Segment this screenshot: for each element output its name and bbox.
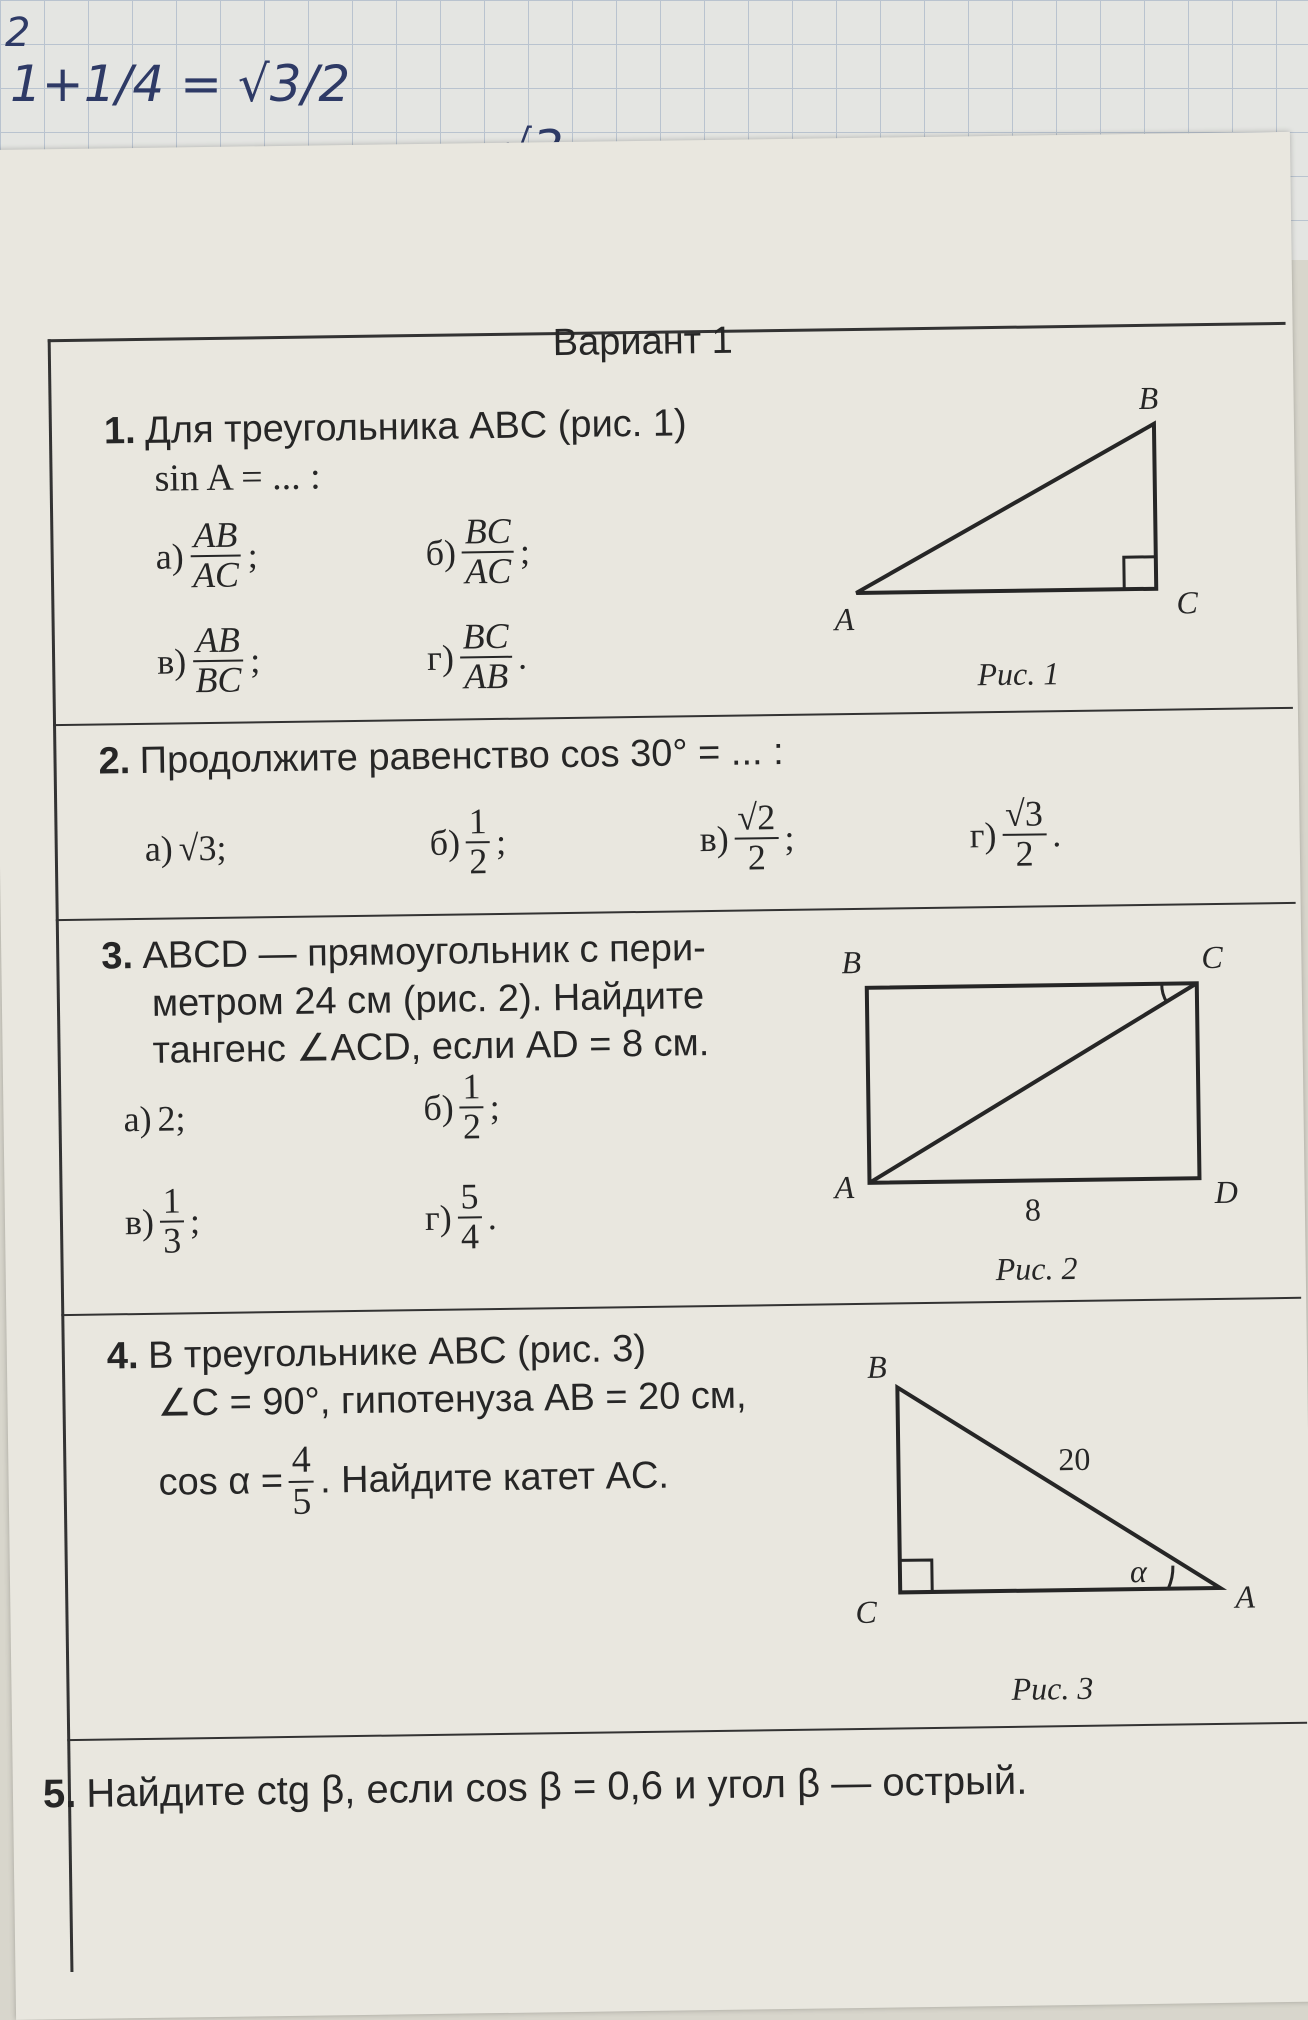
q1-option-a	[155, 516, 258, 595]
fraction: $\frac{AB}{AC}$	[189, 517, 242, 595]
figure-1-triangle	[813, 363, 1217, 669]
q3-option-b	[423, 1068, 500, 1147]
fig3-label-A: A	[1235, 1578, 1256, 1615]
fraction: $\frac{4}{5}$	[288, 1441, 314, 1523]
q2-text	[98, 729, 784, 786]
fig2-side-label: 8	[1024, 1191, 1042, 1228]
q1-option-d	[426, 615, 528, 697]
q5-prompt: Найдите ctg β, если cos β = 0,6 и угол β — острый.	[86, 1758, 1028, 1816]
fig2-label-B: B	[841, 943, 862, 981]
fig2-label-C: C	[1201, 938, 1223, 976]
figure-2-rectangle	[821, 928, 1245, 1234]
option-label: б)	[429, 822, 461, 863]
figure-2-caption: Рис. 2	[995, 1249, 1078, 1288]
punct: .	[1051, 813, 1062, 855]
q2-option-d	[969, 795, 1062, 874]
option-label: а)	[123, 1098, 152, 1140]
q3-option-d	[424, 1178, 497, 1257]
fig3-label-C: C	[855, 1593, 878, 1631]
q3-line2: метром 24 см (рис. 2). Найдите	[151, 974, 705, 1025]
option-label: в)	[699, 818, 729, 859]
q2-option-b	[429, 803, 506, 882]
fraction: $\frac{BC}{AB}$	[459, 618, 512, 696]
q4-line1: В треугольнике ABC (рис. 3)	[147, 1327, 647, 1377]
option-label: в)	[156, 641, 187, 682]
q3-option-c	[124, 1182, 200, 1261]
punct: ;	[247, 535, 258, 576]
punct: ;	[489, 1086, 501, 1127]
q2-option-c	[699, 799, 795, 878]
q3-option-a	[123, 1097, 186, 1140]
option-label: в)	[124, 1201, 155, 1243]
worksheet-page	[0, 132, 1308, 2020]
q4-cos-line	[158, 1436, 669, 1525]
q4-number: 4.	[106, 1335, 139, 1378]
q2-number: 2.	[98, 740, 131, 783]
option-label: а)	[144, 828, 174, 869]
fraction: $\frac{√3}{2}$	[1002, 795, 1047, 873]
figure-3-caption: Рис. 3	[1011, 1669, 1094, 1707]
fig1-label-B: B	[1138, 379, 1159, 416]
option-label: г)	[426, 637, 455, 678]
option-label: б)	[425, 532, 457, 573]
option-label: г)	[969, 814, 997, 856]
option-label: а)	[155, 536, 184, 577]
fraction: $\frac{1}{2}$	[465, 803, 490, 881]
punct: ;	[784, 817, 795, 858]
punct: ;	[519, 531, 531, 572]
q2-prompt: Продолжите равенство cos 30° = ... :	[139, 730, 784, 782]
option-label: б)	[423, 1087, 455, 1128]
q1-line2: sin A = ... :	[154, 454, 321, 500]
option-value: 2;	[157, 1098, 186, 1139]
fig2-label-A: A	[834, 1169, 855, 1206]
fig3-label-B: B	[866, 1348, 887, 1385]
q3-number: 3.	[100, 935, 134, 978]
fig1-label-A: A	[834, 600, 855, 638]
q1-text	[104, 400, 688, 503]
figure-1-caption: Рис. 1	[977, 655, 1060, 693]
q4-cos-post: . Найдите катет AC.	[319, 1455, 670, 1502]
option-value: √3;	[178, 827, 227, 869]
q4-cos-pre: cos α =	[158, 1460, 284, 1505]
q3-line1: ABCD — прямоугольник с пери-	[142, 927, 707, 977]
q1-option-c	[157, 621, 261, 700]
q3-text	[101, 925, 710, 1076]
figure-3-triangle	[847, 1342, 1272, 1678]
fraction: $\frac{1}{2}$	[459, 1068, 484, 1146]
scribble-1: 2	[5, 10, 31, 56]
fraction: $\frac{√2}{2}$	[734, 799, 779, 877]
fig2-label-D: D	[1214, 1173, 1239, 1211]
punct: .	[487, 1196, 497, 1237]
punct: ;	[495, 821, 507, 862]
punct: ;	[249, 640, 261, 681]
punct: .	[517, 636, 528, 677]
fig3-angle-label: α	[1129, 1552, 1148, 1590]
fraction: $\frac{AB}{BC}$	[192, 622, 245, 700]
punct: ;	[189, 1200, 201, 1242]
q1-line1: Для треугольника ABC (рис. 1)	[144, 402, 687, 452]
q4-line2: ∠C = 90°, гипотенуза AB = 20 см,	[157, 1374, 747, 1425]
q2-option-a	[144, 827, 226, 870]
q1-number: 1.	[103, 409, 136, 453]
q5-number: 5.	[42, 1771, 77, 1817]
variant-title: Вариант 1	[552, 319, 734, 365]
q3-line3: тангенс ∠ACD, если AD = 8 см.	[152, 1022, 710, 1072]
q4-text	[107, 1325, 747, 1429]
fig3-side-label: 20	[1058, 1440, 1091, 1478]
fraction: $\frac{BC}{AC}$	[461, 513, 514, 591]
fig1-label-C: C	[1176, 584, 1199, 621]
fraction: $\frac{1}{3}$	[159, 1182, 184, 1260]
q1-option-b	[425, 510, 531, 592]
option-label: г)	[424, 1197, 452, 1238]
scribble-2: 1+1/4 = √3/2	[10, 55, 351, 113]
fraction: $\frac{5}{4}$	[457, 1178, 482, 1256]
